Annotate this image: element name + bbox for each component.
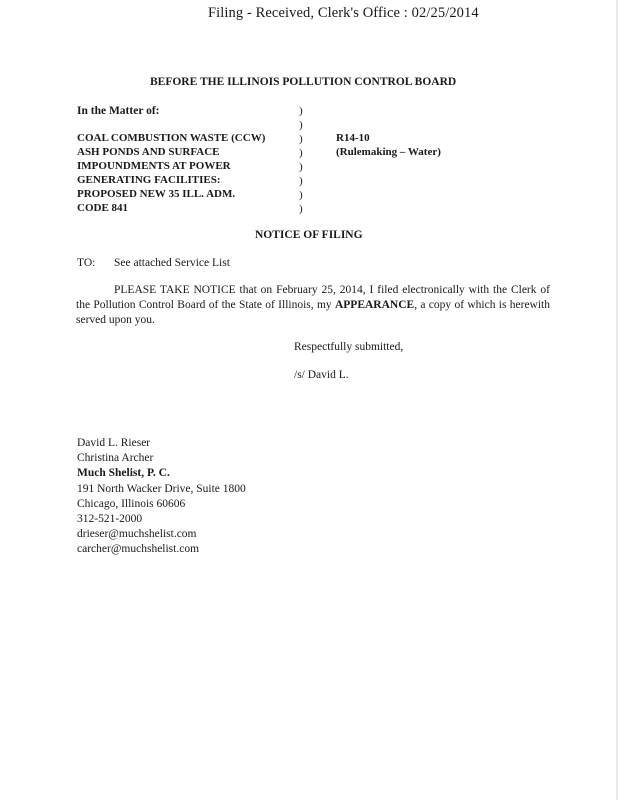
signature: /s/ David L. <box>294 369 349 381</box>
email-address: drieser@muchshelist.com <box>77 528 197 541</box>
caption-paren: ) <box>299 161 303 173</box>
firm-name: Much Shelist, P. C. <box>77 467 170 480</box>
caption-paren: ) <box>299 175 303 187</box>
docket-block <box>336 131 441 159</box>
to-label: TO: <box>77 257 96 269</box>
caption-paren: ) <box>299 133 303 145</box>
contact-name: Christina Archer <box>77 452 154 465</box>
phone-number: 312-521-2000 <box>77 513 143 526</box>
caption-line: ASH PONDS AND SURFACE <box>77 146 220 158</box>
matter-label: In the Matter of: <box>77 105 160 117</box>
caption-paren: ) <box>299 119 303 131</box>
caption-paren: ) <box>299 105 303 117</box>
docket-type: (Rulemaking – Water) <box>336 146 441 158</box>
caption-parentheses <box>299 104 303 216</box>
docket-number: R14-10 <box>336 132 370 144</box>
board-heading: BEFORE THE ILLINOIS POLLUTION CONTROL BOARD <box>150 76 457 88</box>
caption-line: GENERATING FACILITIES: <box>77 174 221 186</box>
case-caption <box>77 131 265 215</box>
caption-line: CODE 841 <box>77 202 129 214</box>
notice-paragraph <box>76 283 550 328</box>
address-line: 191 North Wacker Drive, Suite 1800 <box>77 482 246 495</box>
caption-paren: ) <box>299 147 303 159</box>
to-value: See attached Service List <box>114 257 230 269</box>
address-line: Chicago, Illinois 60606 <box>77 497 186 510</box>
closing: Respectfully submitted, <box>294 341 404 353</box>
appearance-emphasis: APPEARANCE <box>334 299 415 311</box>
notice-text-before: PLEASE TAKE NOTICE that on February 25, 2014, I filed electronically with the Clerk of the Pollution Control Board of the State of Illinois, my <box>76 284 550 311</box>
caption-paren: ) <box>299 189 303 201</box>
contact-name: David L. Rieser <box>77 437 151 449</box>
caption-line: COAL COMBUSTION WASTE (CCW) <box>77 132 266 144</box>
filing-stamp: Filing - Received, Clerk's Office : 02/25/2014 <box>208 5 479 21</box>
caption-line: IMPOUNDMENTS AT POWER <box>77 160 231 172</box>
caption-line: PROPOSED NEW 35 ILL. ADM. <box>77 188 236 200</box>
notice-title: NOTICE OF FILING <box>255 229 363 241</box>
contact-block <box>77 436 246 558</box>
caption-paren: ) <box>299 203 303 215</box>
email-address: carcher@muchshelist.com <box>77 543 200 556</box>
notice-text-after: , a copy of which is herewith served upon you. <box>76 299 551 326</box>
